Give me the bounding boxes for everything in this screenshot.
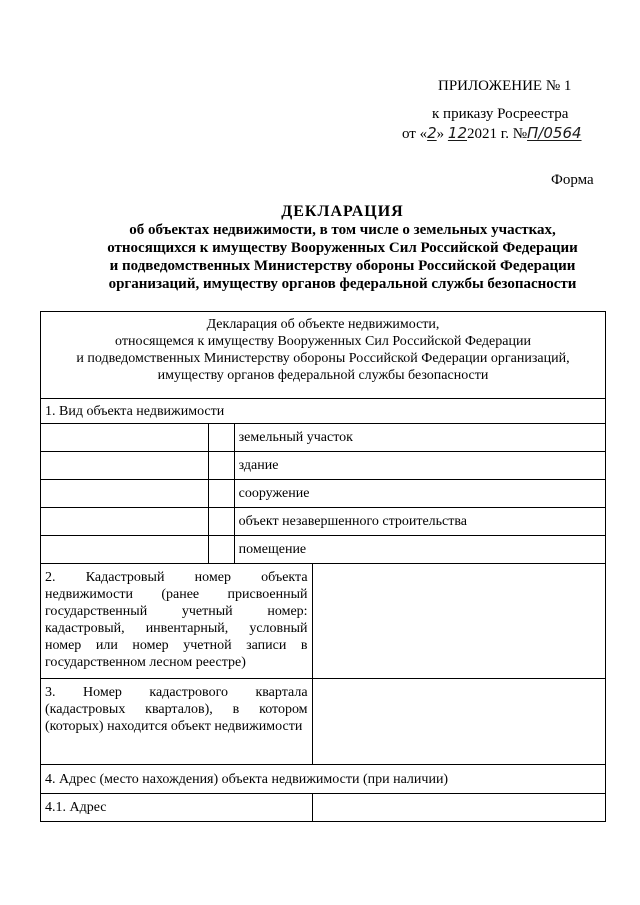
order-date-number: [402, 124, 582, 143]
order-mid: »: [436, 126, 448, 142]
cadastral-number-input[interactable]: [312, 564, 605, 679]
section-row: [41, 399, 606, 424]
header-line: Декларация об объекте недвижимости,: [206, 317, 440, 332]
object-type-checkbox[interactable]: [208, 508, 234, 536]
cadastral-number-row: [41, 564, 606, 679]
object-type-blank: [41, 424, 209, 452]
cadastral-quarter-input[interactable]: [312, 679, 605, 765]
section-row: [41, 765, 606, 794]
table-header-cell: [41, 312, 606, 399]
cadastral-quarter-row: [41, 679, 606, 765]
section-2-label: 2. Кадастровый номер объекта недвижимости (ранее присвоенный государственный учетный номер: кадастровый, инвентарный, условный номер или номер учетной записи в государственном лесном реестре): [41, 564, 313, 679]
object-type-blank: [41, 508, 209, 536]
title-line: об объектах недвижимости, в том числе о земельных участках,: [129, 222, 556, 238]
header-line: имуществу органов федеральной службы безопасности: [157, 368, 489, 383]
object-type-row: [41, 424, 606, 452]
object-type-row: [41, 452, 606, 480]
object-type-label: помещение: [234, 536, 605, 564]
order-prefix: от «: [402, 126, 428, 142]
object-type-row: [41, 480, 606, 508]
header-line: и подведомственных Министерству обороны Российской Федерации организаций,: [76, 351, 570, 366]
object-type-row: [41, 536, 606, 564]
object-type-label: сооружение: [234, 480, 605, 508]
declaration-form-table: [40, 311, 606, 822]
object-type-checkbox[interactable]: [208, 480, 234, 508]
header-line: относящемся к имуществу Вооруженных Сил Российской Федерации: [115, 334, 531, 349]
order-month: 12: [447, 124, 467, 142]
object-type-label: объект незавершенного строительства: [234, 508, 605, 536]
object-type-checkbox[interactable]: [208, 452, 234, 480]
title-line: и подведомственных Министерству обороны Российской Федерации: [109, 258, 576, 274]
order-line: к приказу Росреестра: [432, 106, 569, 122]
object-type-checkbox[interactable]: [208, 424, 234, 452]
object-type-blank: [41, 536, 209, 564]
form-label: Форма: [551, 172, 594, 188]
order-year: 2021 г. №: [467, 126, 528, 142]
object-type-label: здание: [234, 452, 605, 480]
order-day: 2: [427, 124, 437, 142]
section-4-label: 4. Адрес (место нахождения) объекта недвижимости (при наличии): [41, 765, 606, 794]
section-1-label: 1. Вид объекта недвижимости: [41, 399, 606, 424]
title-main: ДЕКЛАРАЦИЯ: [281, 203, 404, 220]
section-3-label: 3. Номер кадастрового квартала (кадастровых кварталов), в котором (которых) находится объект недвижимости: [41, 679, 313, 765]
object-type-blank: [41, 452, 209, 480]
title-line: относящихся к имуществу Вооруженных Сил Российской Федерации: [107, 240, 578, 256]
object-type-checkbox[interactable]: [208, 536, 234, 564]
order-number: П/0564: [527, 124, 582, 142]
object-type-label: земельный участок: [234, 424, 605, 452]
section-4-1-label: 4.1. Адрес: [41, 794, 313, 822]
table-header-row: [41, 312, 606, 399]
title-line: организаций, имуществу органов федеральной службы безопасности: [108, 276, 577, 292]
object-type-blank: [41, 480, 209, 508]
declaration-title: [40, 203, 640, 293]
object-type-row: [41, 508, 606, 536]
appendix-label: ПРИЛОЖЕНИЕ № 1: [438, 78, 572, 94]
address-input[interactable]: [312, 794, 605, 822]
address-row: [41, 794, 606, 822]
